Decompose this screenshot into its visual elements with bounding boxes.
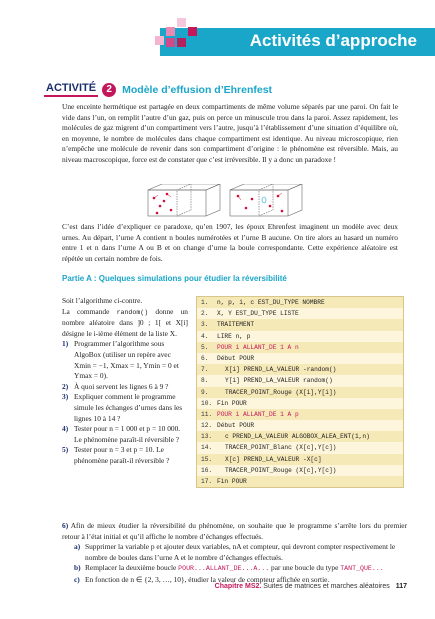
algo-line-number: 4. <box>201 332 209 340</box>
activity-number: 2 <box>102 83 116 97</box>
activity-title: Modèle d’effusion d’Ehrenfest <box>122 83 273 96</box>
algo-code: Fin POUR <box>217 478 247 485</box>
question-4: 4) Tester pour n = 1 000 et p = 10 000. Le phénomène paraît-il réversible ? <box>62 424 181 444</box>
question-6a: a) Supprimer la variable p et ajouter deux variables, nA et compteur, qui devront compter respectivement le nombre de boules dans l’urne A et le nombre d’échanges effectués. <box>74 542 396 562</box>
algo-line <box>197 465 403 476</box>
algo-code: n, p, i, c EST_DU_TYPE NOMBRE <box>217 299 325 306</box>
question-intro: Soit l’algorithme ci-contre. <box>62 296 143 305</box>
question-3: 3) Expliquer comment le programme simule les échanges d’urnes dans les lignes 10 à 14 ? <box>62 392 183 423</box>
question-1: 1) Programmer l’algorithme sous AlgoBox (utiliser un repère avec Xmin = −1, Xmax = 1, Ymin = 0 et Ymax = 0). <box>62 339 179 381</box>
algo-code: Fin POUR <box>217 399 247 407</box>
activity-label: ACTIVITÉ <box>44 82 98 97</box>
algo-code: TRAITEMENT <box>217 321 255 329</box>
question-6: 6) Afin de mieux étudier la réversibilité du phénomène, on souhaite que le programme s’arrête lors du premier retour à l’état initial et qu’il affiche le nombre d’échanges effectués. a) Supprimer la variable p et ajouter deux variables, nA et compteur, qui devront compter respectivement le nombre de boules dans l’urne A et le nombre d’échanges effectués. b) Remplacer la deuxième boucle POUR...ALLANT_DE...A... par une boucle du type TANT_QUE... c) En fonction de n ∈ {2, 3, …, 10}, étudier la valeur de compteur affichée en sortie. <box>62 521 407 584</box>
activity-heading <box>44 82 272 97</box>
footer-title: Suites de matrices et marches aléatoires <box>263 583 390 590</box>
algo-line <box>197 308 403 319</box>
algo-line-number: 7. <box>201 366 209 374</box>
algo-line-number: 2. <box>201 310 209 318</box>
page-number: 117 <box>395 583 407 590</box>
algo-code: TRACER_POINT_Blanc (X[c],Y[c]) <box>225 444 337 452</box>
question-2: 2) À quoi servent les lignes 6 à 9 ? <box>62 381 169 391</box>
part-a-heading: Partie A : Quelques simulations pour étudier la réversibilité <box>62 274 287 283</box>
intro-paragraph-2: C’est dans l’idée d’expliquer ce paradoxe, qu’en 1907, les époux Ehrenfest imaginent un modèle avec deux urnes. Au départ, l’urne A contient n boules numérotées et l’urne B aucune. On tire alors au hasard un numéro entre 1 et n dans l’urne A ou B et on change d’urne la boule correspondante. Cette expérience aléatoire est répétée un certain nombre de fois. <box>62 222 398 263</box>
algo-code: Début POUR <box>217 422 255 430</box>
algo-line <box>197 431 403 442</box>
question-intro-random: La commande random() donne un nombre aléatoire dans ]0 ; 1[ et X[i] désigne le i-ième élément de la liste X. <box>62 306 188 338</box>
algo-line <box>197 398 403 409</box>
algo-code: TRACER_POINT_Rouge (X[i],Y[i]) <box>225 388 337 396</box>
algo-code: Y[i] PREND_LA_VALEUR random() <box>225 377 333 385</box>
algo-line-number: 13. <box>201 433 213 441</box>
algo-line <box>197 319 403 330</box>
algo-line-number: 11. <box>201 410 213 418</box>
algo-line-number: 8. <box>201 377 209 385</box>
algo-line <box>197 353 403 364</box>
intro-paragraph: Une enceinte hermétique est partagée en deux compartiments de même volume séparés par une paroi. On fait le vide dans l’un, on remplit l’autre d’un gaz, puis on perce un minuscule trou dans la paroi. Assez rapidement, les molécules de gaz migrent d’un compartiment vers l’autre, jusqu’à l’établissement d’une situation d’équilibre où, en moyenne, le nombre de molécules dans chaque compartiment est identique. Au niveau microscopique, rien n’empêche une molécule de revenir dans son compartiment d’origine : le phénomène est réversible. Mais, au niveau macroscopique, force est de constater que c’est irréversible. Il y a donc un paradoxe ! <box>62 102 398 164</box>
algo-line-number: 9. <box>201 388 209 396</box>
page-footer <box>215 583 407 590</box>
algo-line-number: 14. <box>201 444 213 452</box>
algo-line <box>197 375 403 386</box>
algo-line <box>197 387 403 398</box>
question-6b: b) Remplacer la deuxième boucle POUR...ALLANT_DE...A... par une boucle du type TANT_QUE... <box>74 563 384 573</box>
algo-code: X, Y EST_DU_TYPE LISTE <box>217 310 299 318</box>
algo-line <box>197 442 403 453</box>
algo-line <box>197 331 403 342</box>
algo-line <box>197 420 403 431</box>
algo-line <box>197 476 403 487</box>
algo-line-number: 16. <box>201 466 213 474</box>
algo-code: c PREND_LA_VALEUR ALGOBOX_ALEA_ENT(1,n) <box>225 433 370 441</box>
algo-line-number: 6. <box>201 354 209 362</box>
algo-code: LIRE n, p <box>217 332 251 340</box>
question-6c: c) En fonction de n ∈ {2, 3, …, 10}, étudier la valeur de compteur affichée en sortie. <box>74 574 330 584</box>
algo-line <box>197 297 403 308</box>
algorithm-listing <box>196 296 404 488</box>
algo-line-number: 15. <box>201 455 213 463</box>
algo-code: TRACER_POINT_Rouge (X[c],Y[c]) <box>225 466 337 474</box>
algo-line <box>197 342 403 353</box>
algo-keyword: POUR i ALLANT_DE 1 A p <box>217 410 299 418</box>
algo-line-number: 1. <box>201 299 209 306</box>
algo-code: X[i] PREND_LA_VALEUR -random() <box>225 366 337 374</box>
algo-line-number: 17. <box>201 478 213 485</box>
algo-line <box>197 364 403 375</box>
algo-code: X[c] PREND_LA_VALEUR -X[c] <box>225 455 322 463</box>
algo-line <box>197 454 403 465</box>
algo-line-number: 3. <box>201 321 209 329</box>
algo-line <box>197 409 403 420</box>
question-5: 5) Tester pour n = 3 et p = 10. Le phénomène paraît-il réversible ? <box>62 445 170 465</box>
algo-keyword: POUR i ALLANT_DE 1 A n <box>217 343 299 351</box>
algo-code: Début POUR <box>217 354 255 362</box>
algo-line-number: 5. <box>201 343 209 351</box>
algo-line-number: 10. <box>201 399 213 407</box>
ehrenfest-diagram <box>140 184 310 217</box>
decorative-squares <box>155 18 215 56</box>
page-title: Activités d’approche <box>249 31 417 50</box>
questions-column <box>62 296 188 467</box>
footer-chapter: Chapitre MS2. <box>214 583 262 590</box>
algo-line-number: 12. <box>201 422 213 430</box>
